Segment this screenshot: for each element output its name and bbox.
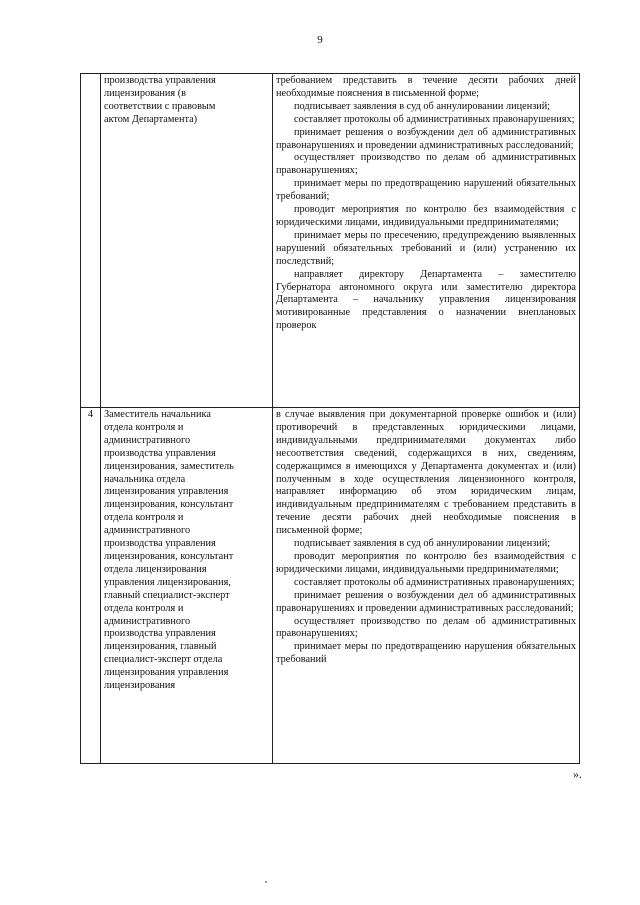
scan-speck bbox=[265, 881, 267, 883]
closing-quote-mark: ». bbox=[573, 767, 582, 781]
page-number: 9 bbox=[317, 34, 323, 46]
duty-item: проводит мероприятия по контролю без взаимодействия с юридическими лицами, индивидуальными предпринимателями; bbox=[276, 204, 576, 228]
official-title: производства управления лицензирования (в соответствии с правовым актом Департамента) bbox=[104, 75, 216, 125]
duty-item: подписывает заявления в суд об аннулировании лицензий; bbox=[294, 538, 551, 550]
duty-item: проводит мероприятия по контролю без взаимодействия с юридическими лицами, индивидуальными предпринимателями; bbox=[276, 550, 576, 575]
duty-item: составляет протоколы об административных правонарушениях; bbox=[294, 113, 575, 125]
table-row bbox=[81, 408, 580, 764]
row-number bbox=[81, 74, 101, 408]
duty-item: принимает меры по предотвращению нарушений обязательных требований; bbox=[276, 178, 576, 203]
duty-item: составляет протоколы об административных правонарушениях; bbox=[294, 576, 575, 588]
duty-item: направляет директору Департамента – заместителю Губернатора автономного округа или заместителю директора Департамента – начальнику управления лицензирования мотивированные представления о назначении внеплановых проверок bbox=[276, 268, 576, 332]
row-number: 4 bbox=[81, 408, 101, 764]
duty-item: принимает меры по пресечению, предупреждению выявленных нарушений обязательных требований и (или) устранению их последствий; bbox=[276, 229, 576, 267]
duty-item: принимает решения о возбуждении дел об административных правонарушениях и проведении административных расследований; bbox=[276, 589, 576, 614]
duty-item: осуществляет производство по делам об административных правонарушениях; bbox=[276, 615, 576, 640]
official-title: Заместитель начальника отдела контроля и административного производства управления лицензирования, заместитель начальника отдела лицензирования управления лицензирования, консультант отдела контроля и административного производства управления лицензирования, консультант отдела лицензирования управления лицензирования, главный специалист-эксперт отдела контроля и административного производства управления лицензирования, главный специалист-эксперт отдела лицензирования управления лицензирования bbox=[104, 409, 234, 692]
duty-item: в случае выявления при документарной проверке ошибок и (или) противоречий в представленных юридическими лицами, индивидуальными предпринимателями документах либо несоответствия сведений, содержащихся в них, сведениям, содержащимся в имеющихся у Департамента документах и (или) полученным в ходе осуществления лицензионного контроля, направляет информацию об этом юридическим лицам, индивидуальным предпринимателям с требованием представить в течение десяти рабочих дней необходимые пояснения в письменной форме; bbox=[276, 409, 576, 537]
duties-cell bbox=[273, 408, 580, 764]
official-cell bbox=[101, 74, 273, 408]
duties-cell bbox=[273, 74, 580, 408]
official-cell bbox=[101, 408, 273, 764]
duty-item: подписывает заявления в суд об аннулировании лицензий; bbox=[294, 100, 551, 112]
duty-item: осуществляет производство по делам об административных правонарушениях; bbox=[276, 152, 576, 177]
duty-item: принимает решения о возбуждении дел об административных правонарушениях и проведении административных расследований; bbox=[276, 126, 576, 151]
duty-item: принимает меры по предотвращению нарушения обязательных требований bbox=[276, 641, 576, 666]
table-row bbox=[81, 74, 580, 408]
duty-item: требованием представить в течение десяти рабочих дней необходимые пояснения в письменной форме; bbox=[276, 75, 576, 99]
responsibilities-table bbox=[80, 73, 580, 764]
